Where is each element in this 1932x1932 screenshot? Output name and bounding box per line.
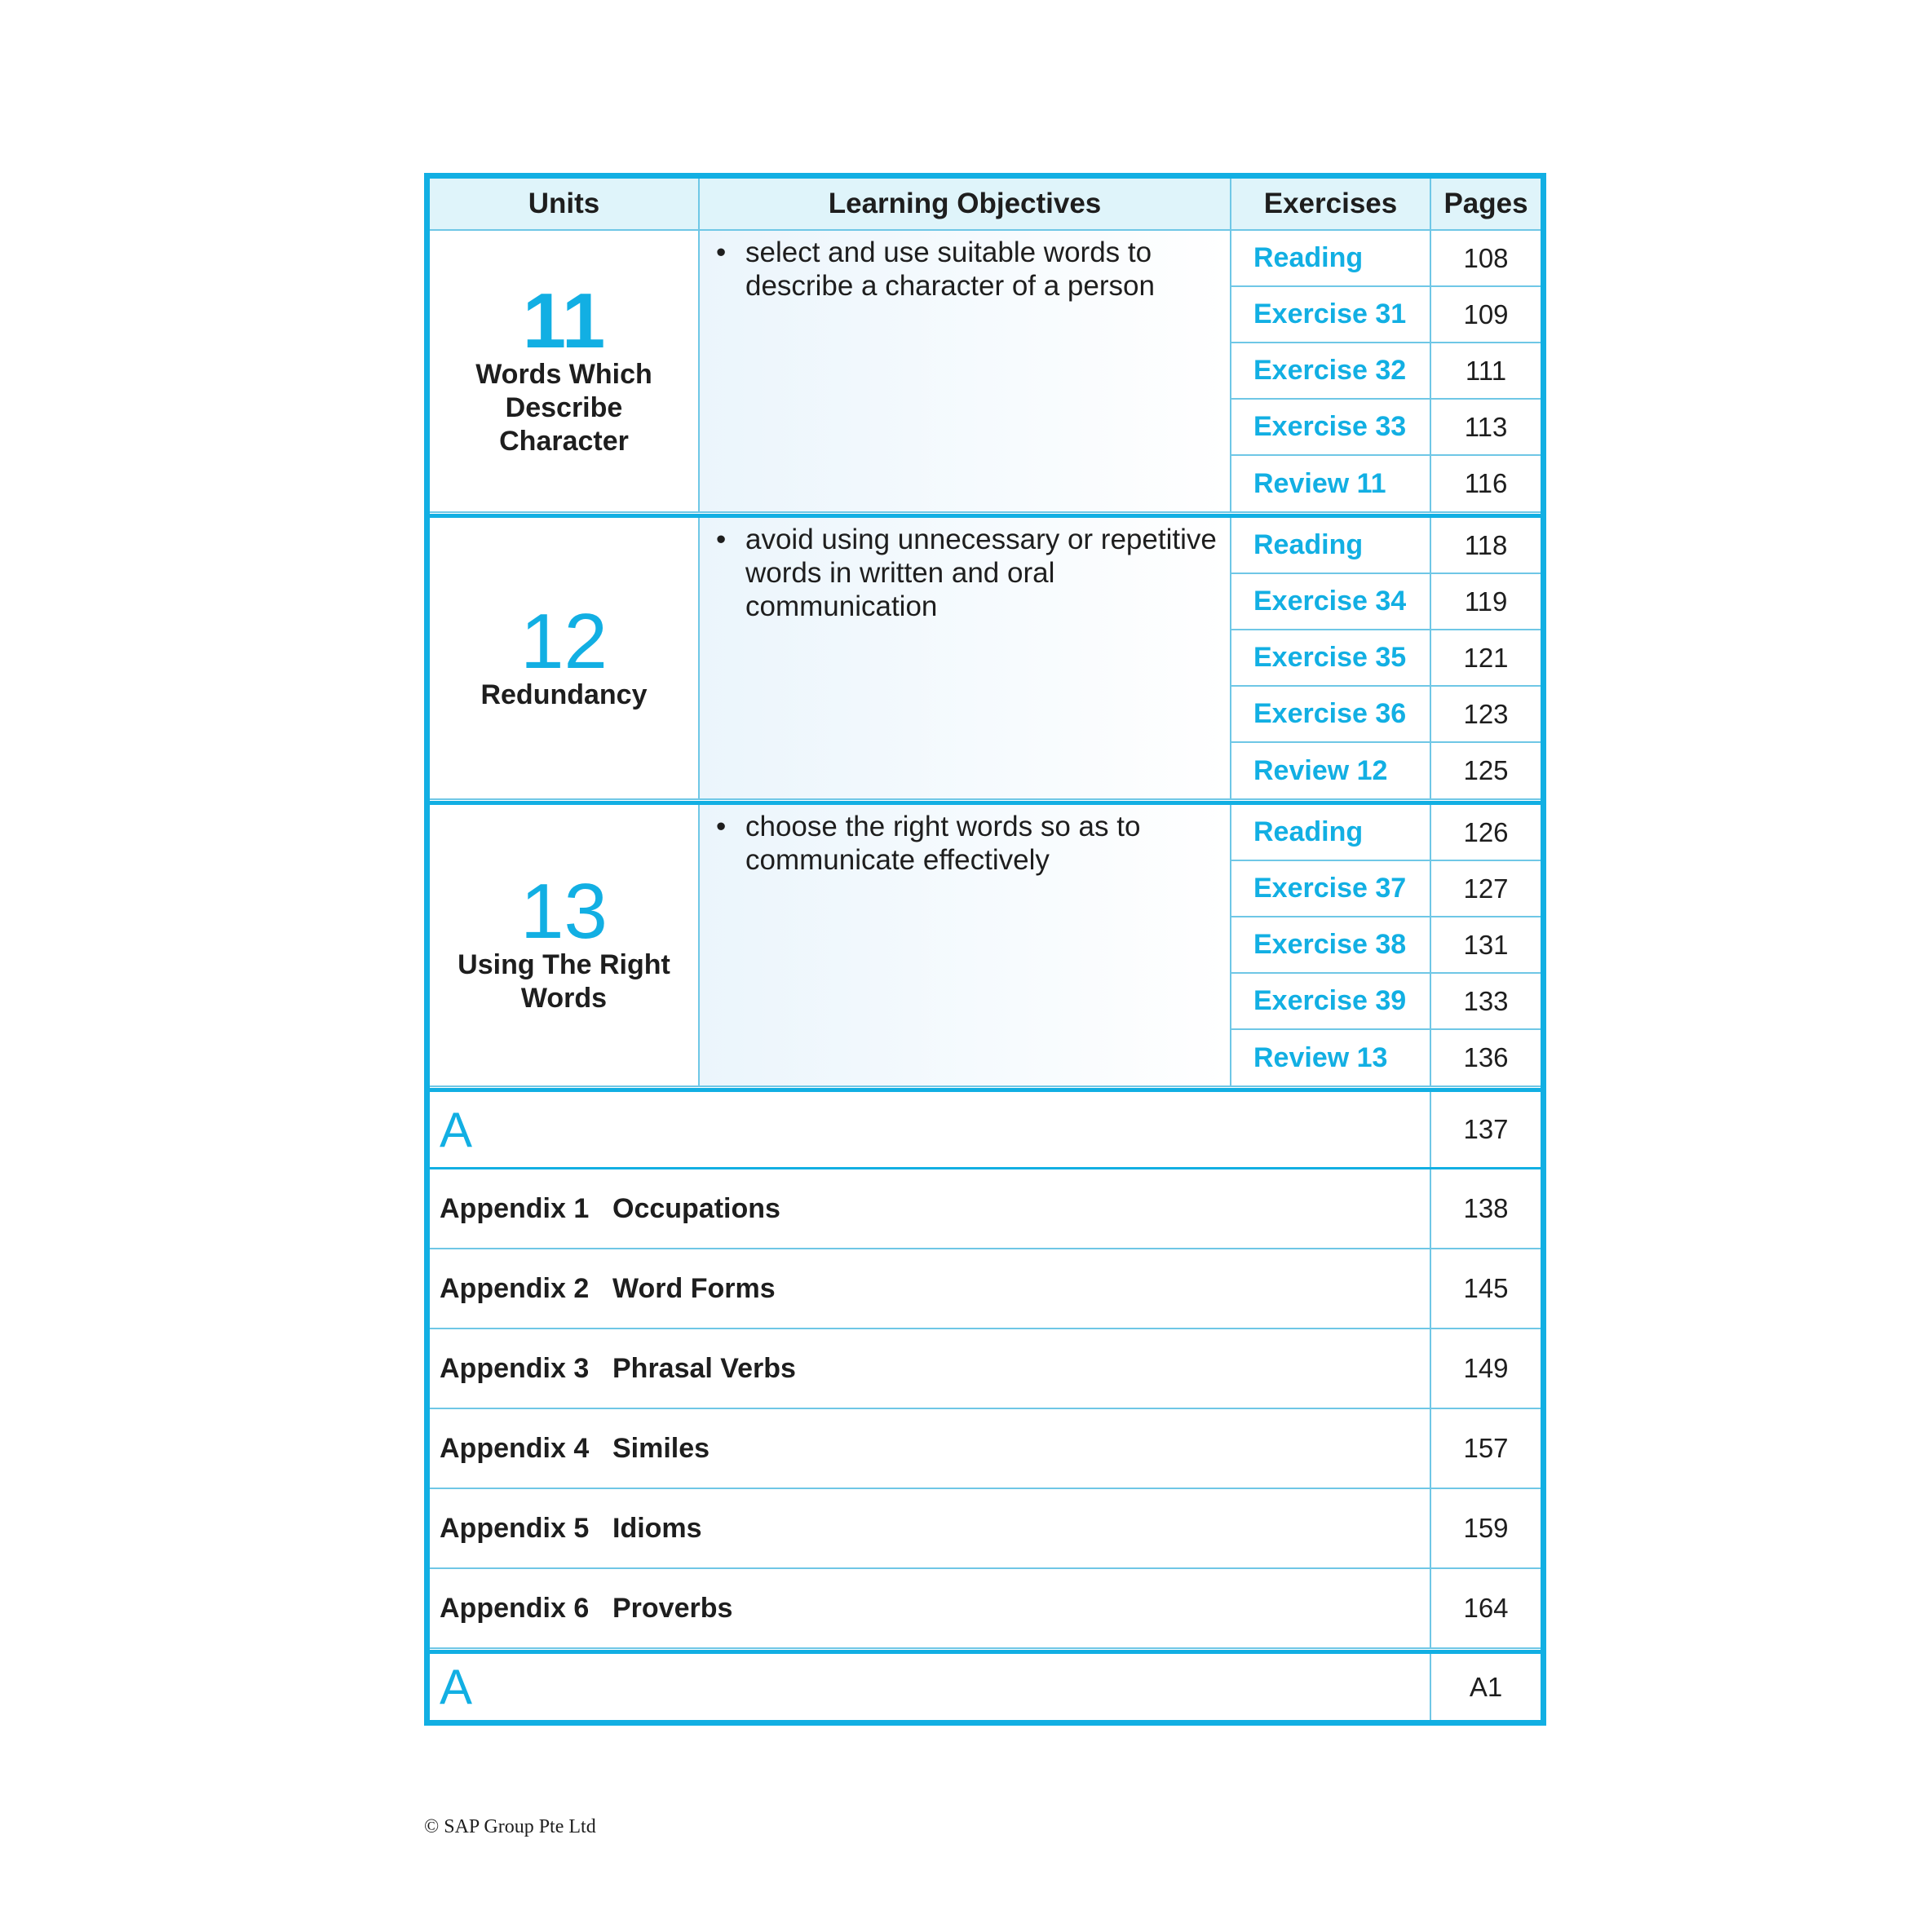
unit-title: Using The Right Words — [458, 949, 670, 1014]
unit-number: 11 — [522, 276, 606, 365]
page-number: 164 — [1463, 1593, 1509, 1623]
section-letter: A — [440, 1102, 473, 1157]
exercise-link[interactable]: Reading — [1231, 518, 1431, 574]
objective-text: avoid using unnecessary or repetitive words in written and oral communication — [745, 524, 1217, 622]
header-learning-objectives: Learning Objectives — [700, 179, 1231, 231]
exercise-link[interactable]: Exercise 31 — [1231, 287, 1431, 343]
header-pages: Pages — [1431, 179, 1541, 231]
appendix-row[interactable] — [430, 1169, 1431, 1248]
page-number: 133 — [1431, 974, 1541, 1030]
page-number: 121 — [1431, 630, 1541, 687]
appendix-name: Idioms — [612, 1512, 702, 1544]
unit-11-cell — [430, 231, 700, 511]
appendix-name: Phrasal Verbs — [612, 1352, 796, 1384]
appendix-label: Appendix 2 — [440, 1272, 590, 1304]
appendix-label: Appendix 3 — [440, 1352, 590, 1384]
exercise-link[interactable]: Exercise 32 — [1231, 343, 1431, 400]
exercise-link[interactable]: Reading — [1231, 805, 1431, 861]
appendix-row[interactable] — [430, 1489, 1431, 1567]
unit-12-objective — [700, 518, 1231, 798]
page-number: 157 — [1463, 1433, 1509, 1463]
divider — [430, 1647, 1541, 1649]
divider — [430, 1085, 1541, 1087]
appendix-row[interactable] — [430, 1329, 1431, 1408]
appendix-label: Appendix 4 — [440, 1432, 590, 1464]
appendix-section-heading[interactable] — [430, 1092, 1431, 1167]
appendix-name: Word Forms — [612, 1272, 776, 1304]
appendix-label: Appendix 5 — [440, 1512, 590, 1544]
appendix-row[interactable] — [430, 1409, 1431, 1488]
unit-12-cell — [430, 518, 700, 798]
unit-title: Redundancy — [480, 679, 648, 710]
unit-13-objective — [700, 805, 1231, 1085]
exercise-link[interactable]: Exercise 39 — [1231, 974, 1431, 1030]
exercise-link[interactable]: Review 13 — [1231, 1030, 1431, 1085]
exercise-link[interactable]: Reading — [1231, 231, 1431, 287]
objective-text: choose the right words so as to communicate effectively — [745, 811, 1141, 876]
appendix-name: Occupations — [612, 1192, 780, 1224]
page-number: 131 — [1431, 917, 1541, 974]
exercise-link[interactable]: Exercise 33 — [1231, 400, 1431, 456]
page-number: 126 — [1431, 805, 1541, 861]
bullet: • — [716, 811, 727, 842]
unit-11-objective — [700, 231, 1231, 511]
unit-number: 12 — [520, 597, 608, 685]
section-letter: A — [440, 1660, 473, 1714]
page-number: 149 — [1463, 1353, 1509, 1383]
exercise-link[interactable]: Exercise 34 — [1231, 574, 1431, 630]
page-number: 111 — [1431, 343, 1541, 400]
copyright-notice: © SAP Group Pte Ltd — [424, 1816, 596, 1837]
page-number: 109 — [1431, 287, 1541, 343]
appendix-row[interactable] — [430, 1569, 1431, 1647]
appendix-name: Proverbs — [612, 1592, 733, 1624]
objective-text: select and use suitable words to describe a character of a person — [745, 237, 1155, 302]
unit-title: Words Which Describe Character — [475, 358, 652, 457]
page-number: 116 — [1464, 468, 1508, 498]
exercise-link[interactable]: Exercise 37 — [1231, 861, 1431, 917]
appendix-label: Appendix 6 — [440, 1592, 590, 1624]
contents-table — [424, 173, 1546, 1726]
answers-section-heading[interactable] — [430, 1654, 1431, 1720]
page-number: 113 — [1431, 400, 1541, 456]
page-number: 127 — [1431, 861, 1541, 917]
header-exercises: Exercises — [1231, 179, 1431, 231]
page-number: 108 — [1431, 231, 1541, 287]
page-number: 159 — [1463, 1513, 1509, 1543]
appendix-name: Similes — [612, 1432, 710, 1464]
page-number: 136 — [1463, 1042, 1509, 1072]
exercise-link[interactable]: Exercise 35 — [1231, 630, 1431, 687]
exercise-link[interactable]: Exercise 38 — [1231, 917, 1431, 974]
header-units: Units — [430, 179, 700, 231]
page-number: A1 — [1469, 1671, 1503, 1702]
page-number: 138 — [1463, 1193, 1509, 1223]
appendix-row[interactable] — [430, 1249, 1431, 1328]
unit-number: 13 — [520, 868, 608, 955]
divider — [430, 798, 1541, 800]
appendix-label: Appendix 1 — [440, 1192, 590, 1224]
page-number: 145 — [1463, 1273, 1509, 1303]
page-number: 119 — [1431, 574, 1541, 630]
page-number: 118 — [1431, 518, 1541, 574]
exercise-link[interactable]: Review 11 — [1231, 456, 1431, 511]
page-number: 125 — [1463, 755, 1509, 785]
bullet: • — [716, 524, 727, 555]
page-number: 123 — [1431, 687, 1541, 743]
bullet: • — [716, 237, 727, 268]
page-number: 137 — [1463, 1114, 1509, 1144]
exercise-link[interactable]: Review 12 — [1231, 743, 1431, 798]
unit-13-cell — [430, 805, 700, 1085]
divider — [430, 511, 1541, 513]
exercise-link[interactable]: Exercise 36 — [1231, 687, 1431, 743]
